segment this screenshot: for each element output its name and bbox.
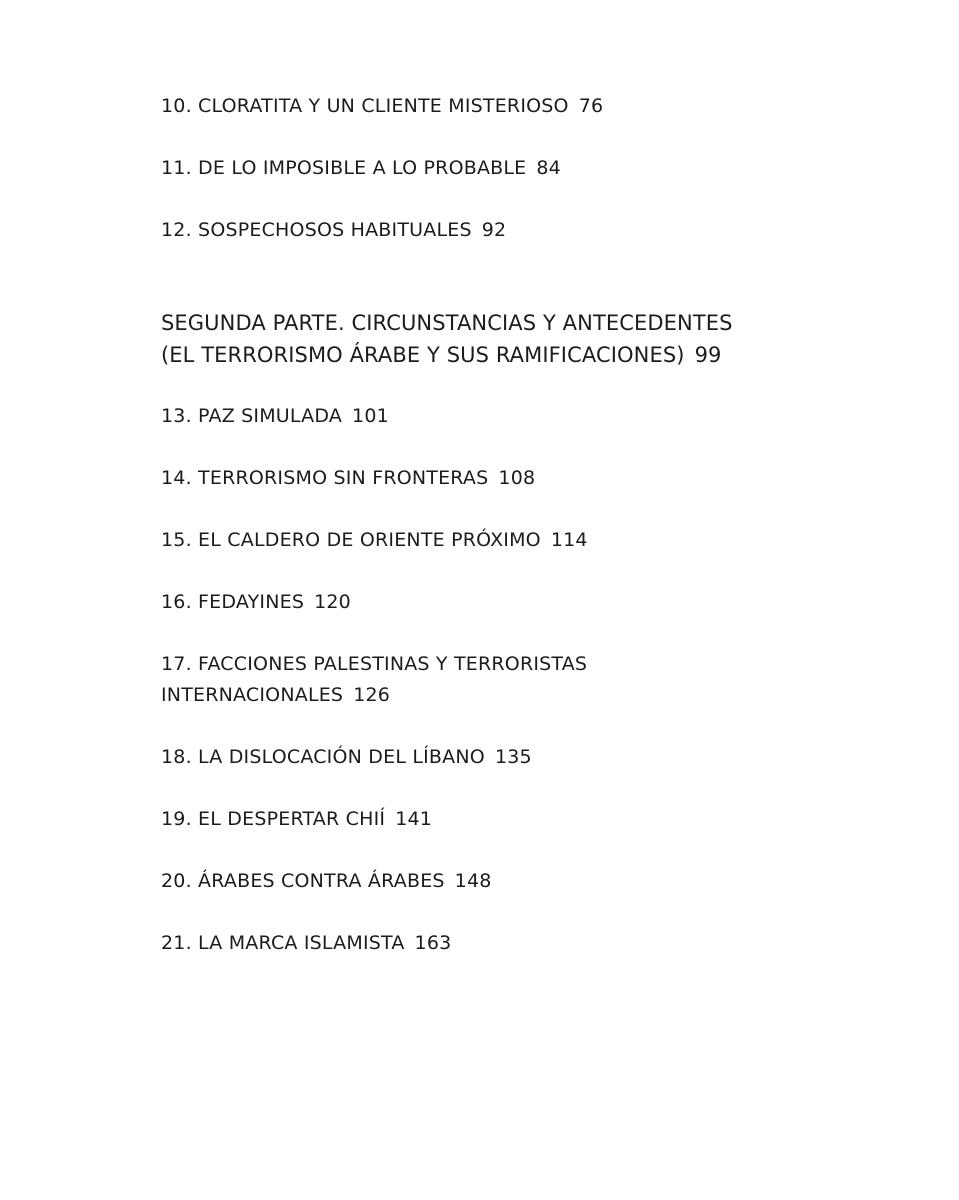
toc-entry-title: 19. EL DESPERTAR CHIÍ: [161, 808, 386, 830]
toc-entry-16: [161, 587, 351, 618]
toc-entry-title: 14. TERRORISMO SIN FRONTERAS: [161, 467, 489, 489]
toc-entry-page: 120: [314, 591, 351, 613]
toc-entry-page: 148: [454, 870, 492, 892]
toc-entry-title-line2: INTERNACIONALES: [161, 684, 344, 706]
toc-part-heading: [161, 307, 733, 371]
toc-entry-page: 101: [352, 405, 389, 427]
toc-entry-title-line2-wrap: [161, 680, 587, 711]
toc-entry-title: 15. EL CALDERO DE ORIENTE PRÓXIMO: [161, 529, 541, 551]
toc-entry-page: 114: [550, 529, 588, 551]
toc-entry-page: 76: [578, 95, 604, 117]
toc-entry-19: [161, 804, 432, 835]
toc-entry-20: [161, 866, 492, 897]
toc-entry-21: [161, 928, 451, 959]
toc-entry-18: [161, 742, 532, 773]
toc-entry-page: 141: [395, 808, 433, 830]
toc-entry-page: 92: [481, 219, 507, 241]
toc-entry-title-line1: 17. FACCIONES PALESTINAS Y TERRORISTAS: [161, 653, 588, 675]
toc-entry-page: 163: [414, 932, 452, 954]
toc-entry-title: 18. LA DISLOCACIÓN DEL LÍBANO: [161, 746, 485, 768]
toc-entry-title: 12. SOSPECHOSOS HABITUALES: [161, 219, 472, 241]
part-title-line2: (EL TERRORISMO ÁRABE Y SUS RAMIFICACIONES): [161, 343, 685, 367]
toc-entry-page: 126: [353, 684, 391, 706]
toc-entry-title: 16. FEDAYINES: [161, 591, 305, 613]
toc-entry-title: 13. PAZ SIMULADA: [161, 405, 343, 427]
toc-entry-page: 84: [536, 157, 561, 179]
toc-entry-13: [161, 401, 389, 432]
toc-entry-14: [161, 463, 535, 494]
toc-entry-title: 11. DE LO IMPOSIBLE A LO PROBABLE: [161, 157, 527, 179]
toc-entry-title: 10. CLORATITA Y UN CLIENTE MISTERIOSO: [161, 95, 569, 117]
toc-entry-11: [161, 153, 561, 184]
toc-entry-title: 21. LA MARCA ISLAMISTA: [161, 932, 405, 954]
toc-part-page: 99: [694, 343, 722, 367]
toc-entry-17: [161, 649, 587, 711]
part-title-line1: SEGUNDA PARTE. CIRCUNSTANCIAS Y ANTECEDENTES: [161, 311, 733, 335]
toc-entry-page: 108: [498, 467, 536, 489]
toc-entry-title: 20. ÁRABES CONTRA ÁRABES: [161, 870, 445, 892]
toc-entry-12: [161, 215, 506, 246]
toc-entry-10: [161, 91, 603, 122]
toc-entry-15: [161, 525, 588, 556]
part-title-line2-wrap: [161, 339, 733, 371]
toc-entry-page: 135: [494, 746, 532, 768]
